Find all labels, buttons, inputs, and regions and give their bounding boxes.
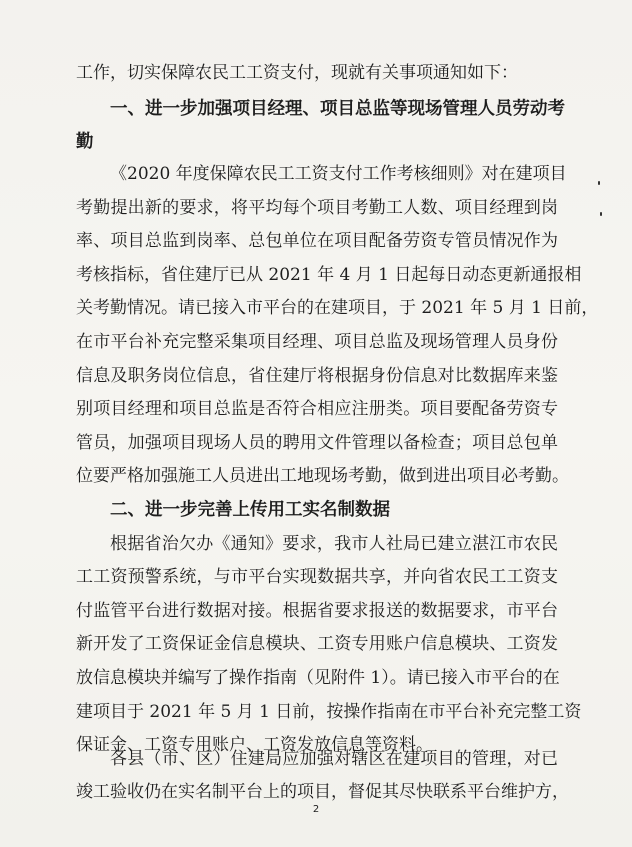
paragraph-line: 工工资预警系统，与市平台实现数据共享，并向省农民工工资支 [76,567,558,587]
scan-speck [600,212,602,216]
scan-speck [598,181,600,185]
paragraph-line: 关考勤情况。请已接入市平台的在建项目，于 2021 年 5 月 1 日前， [76,298,599,318]
section-heading-1-continued: 勤 [76,132,94,152]
page-number: 2 [312,804,320,815]
section-heading-2: 二、进一步完善上传用工实名制数据 [110,500,390,520]
paragraph-line: 保证金、工资专用账户、工资发放信息等资料。 [76,735,433,755]
paragraph-line: 建项目于 2021 年 5 月 1 日前，按操作指南在市平台补充完整工资 [76,702,582,722]
paragraph-line: 《2020 年度保障农民工工资支付工作考核细则》对在建项目 [110,164,567,184]
paragraph-line: 考勤提出新的要求，将平均每个项目考勤工人数、项目经理到岗 [76,198,558,218]
paragraph-line: 放信息模块并编写了操作指南（见附件 1）。请已接入市平台的在 [76,668,560,688]
paragraph-line: 各县（市、区）住建局应加强对辖区在建项目的管理，对已 [110,749,558,769]
paragraph-line: 位要严格加强施工人员进出工地现场考勤，做到进出项目必考勤。 [76,466,569,486]
paragraph-line: 工作，切实保障农民工工资支付，现就有关事项通知如下： [76,63,518,83]
paragraph-line: 根据省治欠办《通知》要求，我市人社局已建立湛江市农民 [110,534,558,554]
paragraph-line: 在市平台补充完整采集项目经理、项目总监及现场管理人员身份 [76,332,558,352]
paragraph-line: 竣工验收仍在实名制平台上的项目，督促其尽快联系平台维护方， [76,782,569,802]
paragraph-line: 考核指标，省住建厅已从 2021 年 4 月 1 日起每日动态更新通报相 [76,265,582,285]
paragraph-line: 付监管平台进行数据对接。根据省要求报送的数据要求，市平台 [76,601,558,621]
paragraph-line: 信息及职务岗位信息，省住建厅将根据身份信息对比数据库来鉴 [76,366,558,386]
paragraph-line: 管员，加强项目现场人员的聘用文件管理以备检查；项目总包单 [76,433,558,453]
section-heading-1: 一、进一步加强项目经理、项目总监等现场管理人员劳动考 [110,99,565,119]
paragraph-line: 别项目经理和项目总监是否符合相应注册类。项目要配备劳资专 [76,399,558,419]
paragraph-line: 新开发了工资保证金信息模块、工资专用账户信息模块、工资发 [76,634,558,654]
paragraph-line: 率、项目总监到岗率、总包单位在项目配备劳资专管员情况作为 [76,231,558,251]
